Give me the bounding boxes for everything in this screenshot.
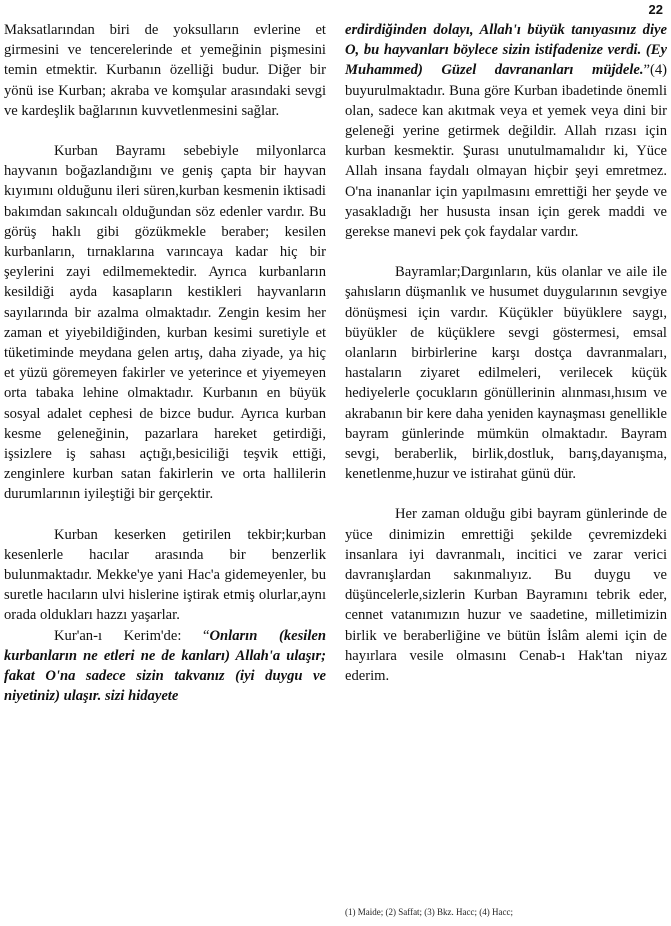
quote-close: ”(4) (643, 62, 667, 79)
quran-quote-continued: erdirdiğinden dolayı, Allah'ı büyük tanıyasınız diye O, bu hayvanları böylece sizin istifadenize verdi. (Ey Muhammed) Güzel davrananları müjdele. (345, 22, 667, 79)
page-number: 22 (648, 2, 663, 17)
paragraph-4 (4, 626, 326, 707)
paragraph-7: Her zaman olduğu gibi bayram günlerinde de yüce dinimizin emrettiği şekilde çevremizdeki insanlara iyi davranmalı, incitici ve zarar verici davranışlardan sakınmalıyız. Bu duygu ve düşüncelerle,sizlerin Kurban Bayramını tebrik eder, cennet vatanımızın huzur ve saadetine, milletimizin birlik ve beraberliğine ve bütün İslâm alemi için de hayırlara vesile olmasını Cenab-ı Hak'tan niyaz ederim. (345, 506, 667, 685)
left-column (4, 20, 326, 707)
paragraph-5 (345, 20, 667, 242)
paragraph-5-text: buyurulmaktadır. Buna göre Kurban ibadetinde önemli olan, sadece kan akıtmak veya et yemek veya dini bir geleneği yerine getirmek değildir. Allah rızası için kurban kesmektir. Şurası unutulmamalıdır ki, Yüce Allah insana faydalı olmayan hiçbir şeyi emretmez. O'na inananlar için yapılmasını emrettiği her şeyde ve yasakladığı her hususta insan için gerek maddi ve gerekse manevi pek çok faydalar vardır. (345, 82, 667, 241)
paragraph-2: Kurban Bayramı sebebiyle milyonlarca hayvanın boğazlandığını ve geniş çapta bir hayvan kıyımını olduğunu ileri süren,kurban kesmenin iktisadi bakımdan sakıncalı olduğundan söz edenler vardır. Bu görüş haklı gibi gözükmekle beraber; kesilen kurbanların, tırnaklarına varıncaya kadar hiç bir şeylerini zayi edilmemektedir. Ayrıca kurbanların kesildiği ayda kasapların kestikleri hayvanların sayılarında bir azalma olmaktadır. Zengin kesim her zaman et yiyebildiğinden, kurban kesimi suretiyle et tüketiminde meydana gelen artış, daha ziyade, ya hiç et yüzü göremeyen fakirler ve yeterince et yiyemeyen orta tabaka lehine olmaktadır. Kurbanın en büyük sosyal adalet cephesi de bizce budur. Ayrıca kurban kesme geleneğinin, pazarlara hareket getirdiği, işsizlere iş sahası açtığı,besiciliği teşvik ettiği, zenginlere kurban satan fakirlerin ve orta hallilerin durumlarının iyileştiği bir gerçektir. (4, 143, 326, 503)
quote-lead: Kur'an-ı Kerim'de: “ (54, 627, 210, 644)
paragraph-6: Bayramlar;Dargınların, küs olanlar ve aile ile şahısların düşmanlık ve husumet duygularının sevgiye dönüşmesi için vardır. Küçükler büyüklere saygı, büyükler de küçüklere sevgi göstermesi, emsal olanların birbirlerine karşı dostça davranmaları, hastaların ziyaret edilmeleri, verilecek küçük hediyelerle çocukların gönüllerinin alınması,hısım ve akrabanın bir kere daha yeniden kaynaşması genellikle bayram günlerinde mümkün olmaktadır. Bayram sevgi, beraberlik, birlik,dostluk, barış,dayanışma, kenetlenme,huzur ve istirahat günü dür. (345, 264, 667, 483)
right-column (345, 20, 667, 686)
footnotes: (1) Maide; (2) Saffat; (3) Bkz. Hacc; (4) Hacc; (345, 907, 514, 917)
paragraph-3: Kurban keserken getirilen tekbir;kurban kesenlerle hacılar arasında bir benzerlik bulunmaktadır. Mekke'ye yani Hac'a gidemeyenler, bu suretle hacıların ulvi hislerine iştirak etmiş olurlar,aynı orada oldukları hazzı yaşarlar. (4, 526, 326, 624)
quran-quote: Onların (kesilen kurbanların ne etleri ne de kanları) Allah'a ulaşır; fakat O'na sadece sizin takvanız (iyi duygu ve niyetiniz) ulaşır. sizi hidayete (4, 627, 327, 705)
paragraph-1: Maksatlarından biri de yoksulların evlerine et girmesini ve tencerelerinde et yemeğinin pişmesini temin etmektir. Kurbanın özelliği budur. Diğer bir yönü ise Kurban; akraba ve komşular arasındaki sevgi ve kardeşlik bağlarının kuvvetlenmesini sağlar. (4, 22, 326, 119)
